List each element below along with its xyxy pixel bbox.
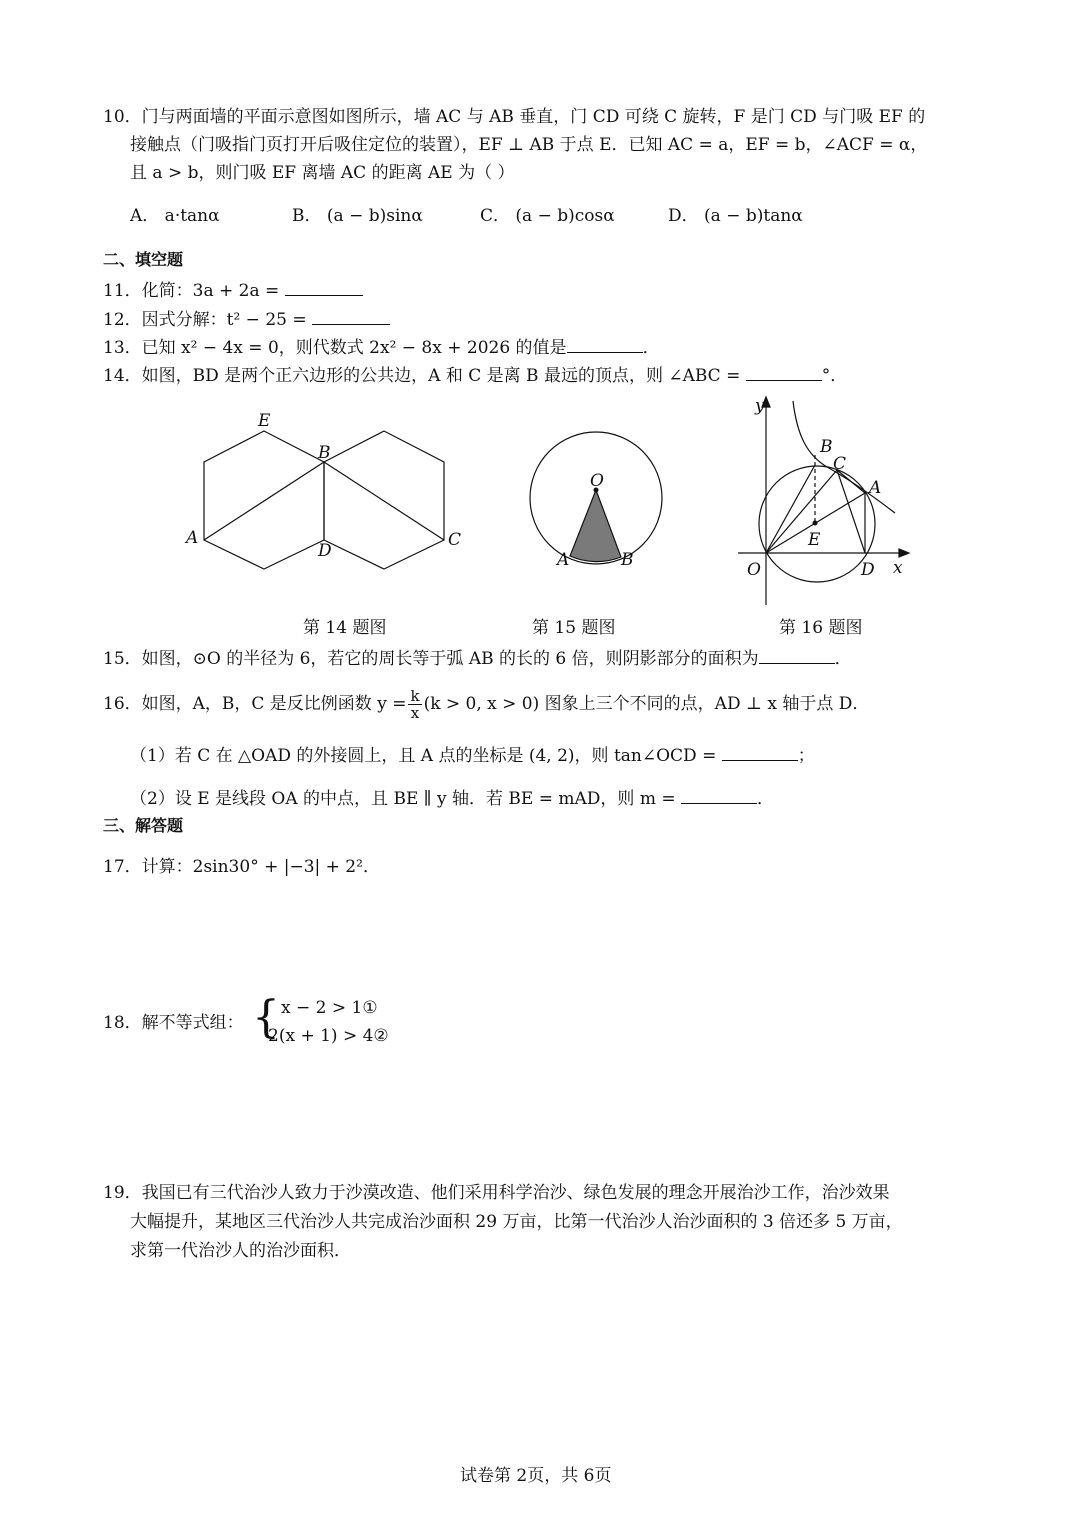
- q19-line3: 求第一代治沙人的治沙面积．: [130, 1241, 351, 1261]
- q10-option-d: D． (a − b)tanα: [668, 206, 803, 226]
- q18-label: 18．解不等式组：: [103, 1013, 244, 1033]
- q10-line3: 且 a > b，则门吸 EF 离墙 AC 的距离 AE 为（ ）: [130, 163, 515, 183]
- q11-answer-blank: [285, 277, 363, 296]
- q18-eq1: x − 2 > 1①: [281, 998, 378, 1018]
- figure-15: [520, 420, 680, 580]
- fig14-label-a: A: [186, 528, 199, 548]
- fig16-label-b: B: [820, 437, 833, 457]
- q16-part2-blank: [681, 785, 757, 804]
- fig14-caption: 第 14 题图: [303, 618, 387, 638]
- q14: [103, 362, 847, 388]
- q16-part1: [130, 742, 815, 768]
- q16-frac-den: x: [410, 704, 420, 722]
- fig16-label-x: x: [893, 558, 903, 578]
- q16-part2-text: （2）设 E 是线段 OA 的中点，且 BE ∥ y 轴．若 BE = mAD，则 m =: [130, 789, 681, 809]
- fig16-label-e: E: [808, 530, 821, 550]
- q12: [103, 306, 390, 332]
- fig15-caption: 第 15 题图: [532, 618, 616, 638]
- section-fill-in-title: 二、填空题: [103, 250, 184, 269]
- figure-16: [735, 395, 915, 610]
- fig14-label-c: C: [448, 530, 462, 550]
- fig16-label-y: y: [755, 396, 765, 416]
- q13-text: 13．已知 x² − 4x = 0，则代数式 2x² − 8x + 2026 的值是: [103, 338, 567, 358]
- q16-frac-num: k: [410, 687, 420, 705]
- q18-brace: {: [252, 992, 280, 1043]
- q16-part2-end: ．: [757, 789, 774, 809]
- q10-option-a: A． a·tanα: [130, 206, 220, 226]
- q14-end: °．: [821, 366, 848, 386]
- q16-stem: [103, 684, 869, 724]
- q14-answer-blank: [746, 362, 822, 381]
- q18-eq2: 2(x + 1) > 4②: [268, 1026, 389, 1046]
- q19-line2: 大幅提升，某地区三代治沙人共完成治沙面积 29 万亩，比第一代治沙人治沙面积的 3 倍还多 5 万亩，: [130, 1212, 903, 1232]
- q13-answer-blank: [567, 334, 643, 353]
- q16-part1-text: （1）若 C 在 △OAD 的外接圆上，且 A 点的坐标是 (4, 2)，则 tan∠OCD =: [130, 746, 722, 766]
- q16-part1-blank: [722, 742, 798, 761]
- page-footer: 试卷第 2页，共 6页: [460, 1466, 612, 1486]
- q10-line2: 接触点（门吸指门页打开后吸住定位的装置），EF ⊥ AB 于点 E．已知 AC = a，EF = b，∠ACF = α，: [130, 135, 928, 155]
- fig14-label-b: B: [318, 443, 331, 463]
- q13: [103, 334, 660, 360]
- q15-end: ．: [834, 649, 852, 669]
- q16-pre: 16．如图，A，B，C 是反比例函数 y =: [103, 694, 407, 714]
- q16-fraction: [408, 688, 421, 721]
- fig16-label-o: O: [747, 560, 761, 580]
- q15-answer-blank: [759, 645, 835, 664]
- q19-line1: 19．我国已有三代治沙人致力于沙漠改造、他们采用科学治沙、绿色发展的理念开展治沙工作，治沙效果: [103, 1183, 890, 1203]
- q16-post: (k > 0, x > 0) 图象上三个不同的点，AD ⊥ x 轴于点 D．: [423, 694, 870, 714]
- q15: [103, 645, 852, 671]
- q16-part1-end: ；: [797, 746, 815, 766]
- fig16-caption: 第 16 题图: [779, 618, 863, 638]
- q11: [103, 277, 363, 303]
- fig14-label-e: E: [258, 411, 271, 431]
- q13-end: ．: [642, 338, 660, 358]
- fig14-label-d: D: [318, 541, 332, 561]
- section-solve-title: 三、解答题: [103, 816, 184, 835]
- q10-line1: 10．门与两面墙的平面示意图如图所示，墙 AC 与 AB 垂直，门 CD 可绕 C 旋转，F 是门 CD 与门吸 EF 的: [103, 107, 926, 127]
- fig15-label-a: A: [557, 550, 570, 570]
- fig15-label-o: O: [590, 471, 604, 491]
- q17-text: 17．计算：2sin30° + |−3| + 2²．: [103, 857, 380, 877]
- q16-part2: [130, 785, 774, 811]
- figure-14: [180, 400, 480, 580]
- fig16-label-a: A: [869, 478, 882, 498]
- q10-option-c: C． (a − b)cosα: [480, 206, 615, 226]
- q15-text: 15．如图，⊙O 的半径为 6，若它的周长等于弧 AB 的长的 6 倍，则阴影部分的面积为: [103, 649, 759, 669]
- fig16-label-c: C: [833, 454, 847, 474]
- q12-text: 12．因式分解：t² − 25 =: [103, 310, 313, 330]
- q14-text: 14．如图，BD 是两个正六边形的公共边，A 和 C 是离 B 最远的顶点，则 ∠ABC =: [103, 366, 746, 386]
- q11-text: 11．化简：3a + 2a =: [103, 281, 285, 301]
- fig15-label-b: B: [621, 550, 634, 570]
- fig16-label-d: D: [861, 560, 875, 580]
- q10-option-b: B． (a − b)sinα: [292, 206, 423, 226]
- q12-answer-blank: [312, 306, 390, 325]
